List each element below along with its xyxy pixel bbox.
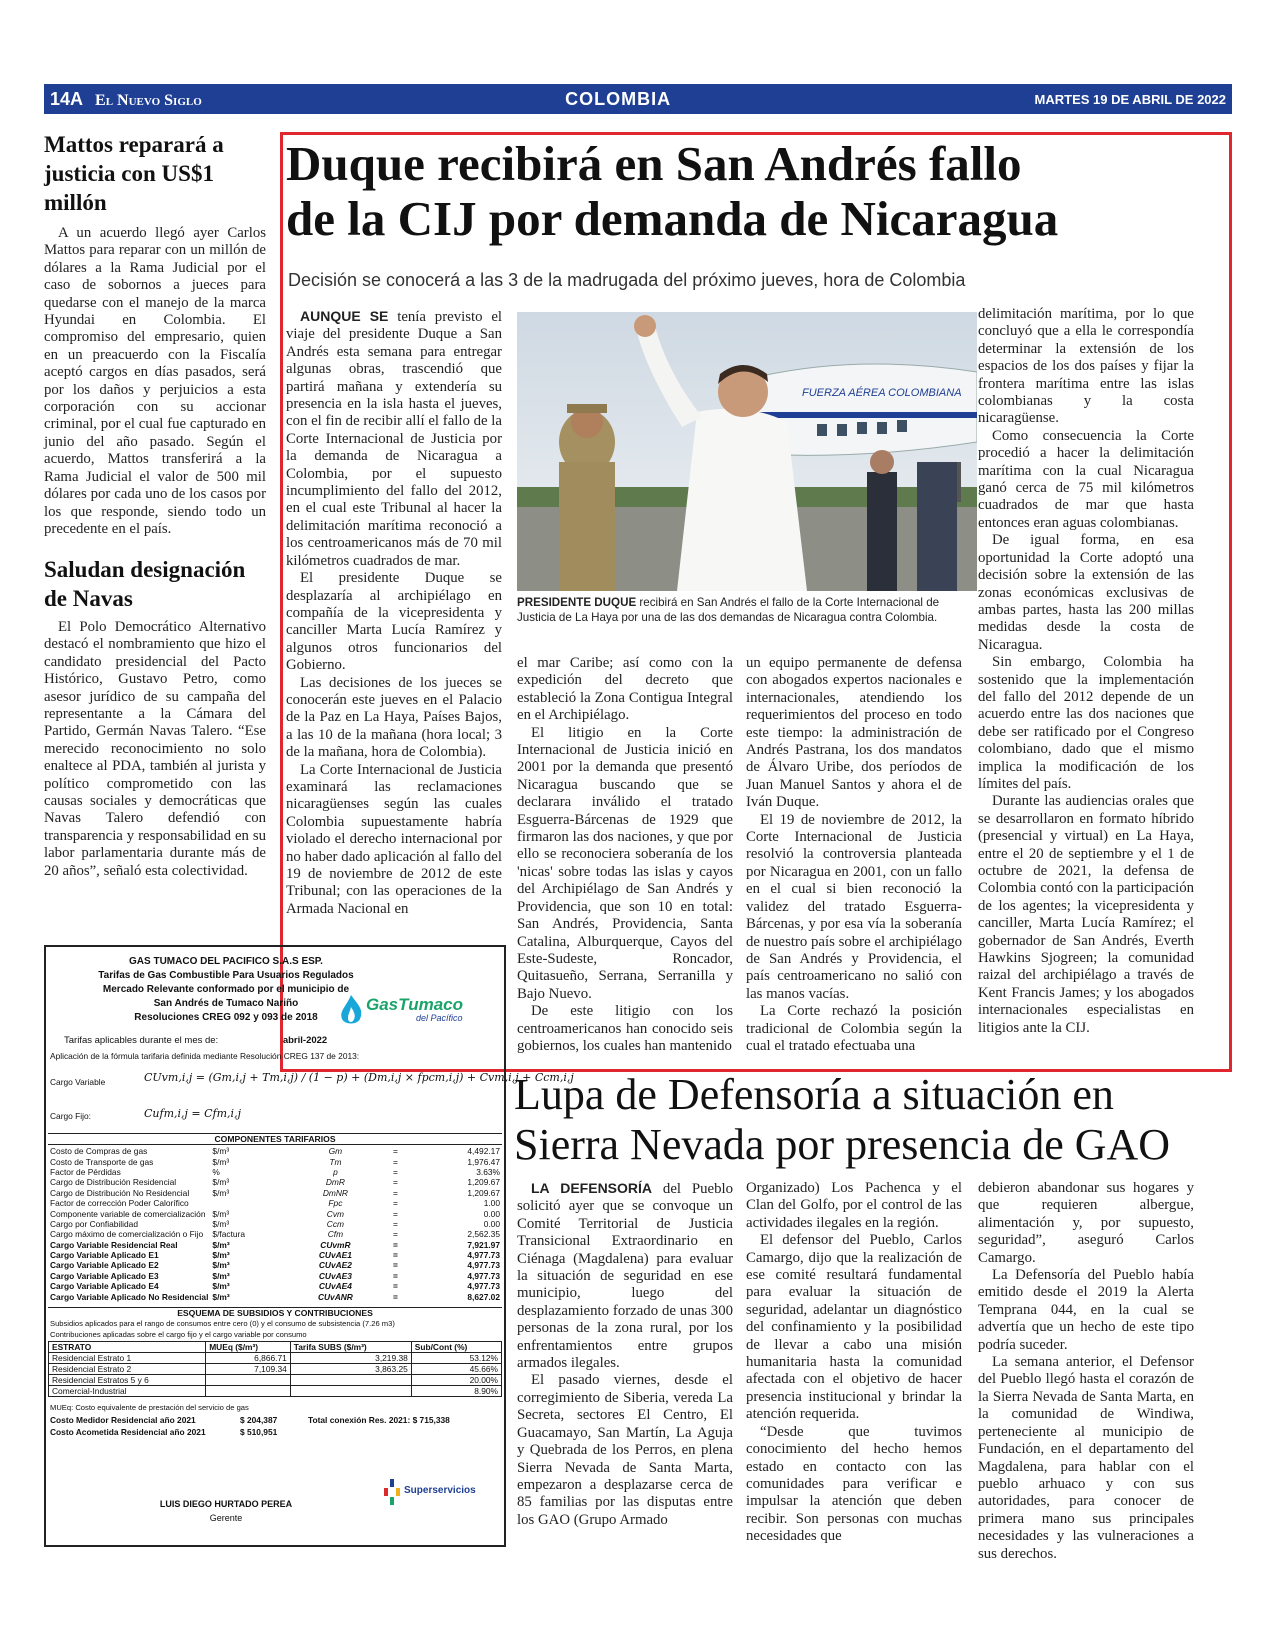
lupa-col1: LA DEFENSORÍA del Pueblo solicitó ayer que se convoque un Comité Territorial de Justicia Transicional Extraordinario en Ciénaga (Magdalena) para evaluar la situación de seguridad en ese municipio, luego del desplazamiento forzado de unas 300 personas de la zona rural, por los enfrentamientos entre grupos armados ilegales. El pasado viernes, desde el corregimiento de Siberia, vereda La Secreta, sectores El Centro, El Guacamayo, San Martín, La Aguja y Quebrada de los Perros, en plena Sierra Nevada de Santa Marta, empezaron a desplazarse cerca de 85 familias por las disputas entre los GAO (Grupo Armado	[517, 1180, 733, 1528]
component-unit	[210, 1198, 290, 1208]
superservicios-logo: Superservicios	[382, 1477, 502, 1517]
ad-period: Tarifas aplicables durante el mes de: abril-2022	[64, 1035, 328, 1046]
lupa-headline-line1: Lupa de Defensoría a situación en	[514, 1070, 1114, 1119]
component-name: Cargo Variable Aplicado E1	[50, 1250, 159, 1261]
component-row	[48, 1198, 502, 1208]
subsidies-table	[48, 1341, 502, 1397]
component-eq: =	[392, 1218, 398, 1229]
component-val: 7,921.97	[467, 1239, 500, 1250]
component-eq: =	[392, 1260, 398, 1271]
components-title: COMPONENTES TARIFARIOS	[48, 1133, 502, 1145]
signer-role: Gerente	[209, 1513, 243, 1523]
component-name: Cargo Variable Aplicado E2	[50, 1260, 159, 1271]
navas-body: El Polo Democrático Alternativo destacó el nombramiento que hizo el candidato presidencial del Pacto Histórico, Gustavo Petro, como asesor jurídico de su campaña del representante a la Cámara del Partido, Germán Navas Talero. “Ese merecido reconocimiento no solo enaltece al PDA, también al jurista y político comprometido con las causas sociales y democráticas que Navas Talero defendió con transparencia y responsabilidad en su labor parlamentaria durante más de 20 años”, señaló esta colectividad.	[44, 619, 266, 879]
issue-date: MARTES 19 DE ABRIL DE 2022	[1034, 91, 1226, 107]
subsidy-cell	[206, 1375, 291, 1386]
component-sym: Cvm	[326, 1208, 345, 1219]
mattos-body: A un acuerdo llegó ayer Carlos Mattos para reparar con un millón de dólares a la Rama Judicial por el caso de sobornos a jueces para quedarse con el manejo de la marca Hyundai en Colombia. El compromiso del empresario, quien en un preacuerdo con la Fiscalía aceptó cargos en días pasados, será por los daños y perjuicios a esta corporación con su accionar criminal, por el cual fue capturado en junio del año pasado. Según el acuerdo, Mattos transferirá a la Rama Judicial el valor de 500 mil dólares por cada uno de los casos por los que responde, siendo todo un precedente en el país.	[44, 225, 266, 537]
lupa-col2: Organizado) Los Pachenca y el Clan del Golfo, por el control de las actividades ilegales en la región. El defensor del Pueblo, Carlos Camargo, dijo que la realización de ese comité resultará fundamental para evaluar la situación de seguridad, adelantar un diagnóstico del confinamiento y la posibilidad de llevar a cabo una misión humanitaria hasta la comunidad afectada con el objetivo de hacer presencia institucional y brindar la atención requerida. “Desde que tuvimos conocimiento del hecho hemos estado en contacto con las comunidades para verificar e impulsar la atención que deben recibir. Son personas con muchas necesidades que	[746, 1180, 962, 1545]
component-sym: CUvAE2	[318, 1260, 352, 1271]
subsidy-cell: 3,863.25	[290, 1364, 411, 1375]
subsidy-cell: 45.66%	[411, 1364, 501, 1375]
component-eq: =	[392, 1229, 398, 1240]
subsidy-cell: Residencial Estratos 5 y 6	[49, 1375, 206, 1386]
component-val: 1,209.67	[467, 1187, 500, 1198]
cargo-fijo-formula: Cufm,i,j = Cfm,i,j	[144, 1107, 241, 1120]
component-name: Costo de Compras de gas	[50, 1146, 148, 1157]
component-name: Componente variable de comercialización	[50, 1208, 206, 1219]
component-unit: $/m³	[212, 1156, 230, 1167]
component-eq: =	[392, 1187, 398, 1198]
component-val: 2,562.35	[467, 1229, 500, 1240]
lupa-headline-line2: Sierra Nevada por presencia de GAO	[514, 1120, 1171, 1169]
component-val: 4,492.17	[467, 1146, 500, 1157]
component-unit: $/m³	[212, 1291, 230, 1302]
subsidy-cell	[206, 1386, 291, 1397]
component-sym: CUvAE4	[318, 1281, 352, 1292]
component-sym: Cfm	[327, 1229, 344, 1240]
component-eq: =	[392, 1239, 398, 1250]
component-val: 4,977.73	[467, 1281, 500, 1292]
component-name: Cargo de Distribución No Residencial	[50, 1187, 190, 1198]
masthead-bar	[44, 84, 1232, 114]
component-sym: Fpc	[328, 1198, 343, 1209]
component-row	[48, 1260, 502, 1270]
superservicios-icon	[382, 1477, 402, 1511]
component-sym: Ccm	[326, 1218, 345, 1229]
component-eq: =	[392, 1281, 398, 1292]
component-row	[48, 1291, 502, 1301]
cargo-variable-label: Cargo Variable	[50, 1077, 106, 1087]
component-val: 4,977.73	[467, 1260, 500, 1271]
component-eq: =	[392, 1156, 398, 1167]
component-val: 1,209.67	[467, 1177, 500, 1188]
component-sym: CUvANR	[317, 1291, 353, 1302]
component-unit: $/m³	[212, 1281, 230, 1292]
component-name: Cargo Variable Aplicado No Residencial	[50, 1291, 209, 1302]
subsidy-header: ESTRATO	[49, 1342, 206, 1353]
component-name: Cargo de Distribución Residencial	[50, 1177, 177, 1188]
component-name: Cargo por Confiabilidad	[50, 1218, 138, 1229]
subsidy-header: Tarifa SUBS ($/m³)	[290, 1342, 411, 1353]
component-row	[48, 1281, 502, 1291]
component-val: 0.00	[483, 1208, 500, 1219]
flame-icon	[336, 993, 366, 1027]
contributions-note: Contribuciones aplicadas sobre el cargo fijo y el cargo variable por consumo	[50, 1330, 307, 1339]
total-conexion: Total conexión Res. 2021: $ 715,338	[308, 1415, 450, 1425]
component-eq: =	[392, 1177, 398, 1188]
acometida-row: Costo Acometida Residencial año 2021 $ 510,951	[50, 1427, 278, 1437]
subsidy-header: Sub/Cont (%)	[411, 1342, 501, 1353]
component-name: Factor de Pérdidas	[50, 1166, 121, 1177]
component-val: 1,976.47	[467, 1156, 500, 1167]
component-val: 0.00	[483, 1218, 500, 1229]
subsidy-cell: 3,219.38	[290, 1353, 411, 1364]
subsidy-row	[49, 1364, 502, 1375]
subsidy-row	[49, 1375, 502, 1386]
mattos-headline: Mattos reparará a justicia con US$1 millón	[44, 132, 224, 215]
component-name: Cargo Variable Aplicado E3	[50, 1270, 159, 1281]
duque-deck: Decisión se conocerá a las 3 de la madrugada del próximo jueves, hora de Colombia	[288, 270, 966, 290]
mattos-article	[44, 130, 266, 538]
component-row	[48, 1156, 502, 1166]
component-row	[48, 1208, 502, 1218]
lupa-lead: LA DEFENSORÍA	[531, 1180, 653, 1196]
component-name: Cargo Variable Aplicado E4	[50, 1281, 159, 1292]
subsidies-note: Subsidios aplicados para el rango de consumos entre cero (0) y el consumo de subsistencia (7.26 m3)	[50, 1319, 395, 1328]
component-name: Costo de Transporte de gas	[50, 1156, 154, 1167]
component-row	[48, 1250, 502, 1260]
subsidy-header: MUEq ($/m³)	[206, 1342, 291, 1353]
gas-tumaco-logo: GasTumaco del Pacífico	[336, 993, 496, 1029]
component-row	[48, 1177, 502, 1187]
duque-col3: un equipo permanente de defensa con abogados expertos nacionales e internacionales, atendiendo los requerimientos del proceso en todo este tiempo: la administración de Andrés Pastrana, los dos mandatos de Álvaro Uribe, dos períodos de Juan Manuel Santos y ahora el de Iván Duque. El 19 de noviembre de 2012, la Corte Internacional de Justicia resolvió la controversia planteada por Nicaragua en 2001, con un fallo en el cual si bien reconoció la validez del tratado Esguerra-Bárcenas, y por esa vía la soberanía de nuestro país sobre el archipiélago de San Andrés y Providencia, el país centroamericano no salió con las manos vacías. La Corte rechazó la posición tradicional de Colombia según la cual el tratado efectuaba una	[746, 655, 962, 1054]
component-unit: %	[212, 1166, 220, 1177]
newspaper-brand: El Nuevo Siglo	[95, 91, 202, 109]
page-number: 14A	[50, 88, 84, 109]
subsidy-cell	[290, 1375, 411, 1386]
subsidy-cell: 7,109.34	[206, 1364, 291, 1375]
mueq-note: MUEq: Costo equivalente de prestación del servicio de gas	[50, 1403, 249, 1412]
components-table	[48, 1146, 502, 1302]
component-unit: $/m³	[212, 1260, 230, 1271]
subsidy-cell: Comercial-Industrial	[49, 1386, 206, 1397]
component-sym: DmNR	[322, 1187, 348, 1198]
duque-photo	[517, 312, 977, 591]
duque-photo-caption: PRESIDENTE DUQUE recibirá en San Andrés el fallo de la Corte Internacional de Justicia de La Haya por una de las dos demandas de Nicaragua contra Colombia.	[517, 596, 940, 624]
component-sym: DmR	[325, 1177, 345, 1188]
duque-lead: AUNQUE SE	[300, 308, 389, 324]
component-eq: =	[392, 1291, 398, 1302]
component-val: 8,627.02	[467, 1291, 500, 1302]
component-sym: p	[333, 1166, 338, 1177]
component-row	[48, 1167, 502, 1177]
duque-col4: delimitación marítima, por lo que concluyó que a ella le correspondía determinar la extensión de los espacios de los dos países y fijar la frontera marítima entre las islas colombianas y la costa nicaragüense. Como consecuencia la Corte procedió a hacer la delimitación marítima con la cual Nicaragua ganó cerca de 75 mil kilómetros cuadrados de mar que hasta entonces eran aguas colombianas. De igual forma, en esa oportunidad la Corte adoptó una decisión sobre la extensión de las zonas económicas exclusivas de ambas partes, hasta las 200 millas medidas desde la costa de Nicaragua. Sin embargo, Colombia ha sostenido que la implementación del fallo del 2012 depende de un acuerdo entre las dos naciones que debe ser ratificado por el Congreso colombiano, dado que el mismo implica la modificación de los límites del país. Durante las audiencias orales que se desarrollaron en formato híbrido (presencial y virtual) en La Haya, entre el 20 de septiembre y el 1 de octubre de 2021, la defensa de Colombia contó con la participación de los agentes; la vicepresidenta y canciller, Marta Lucía Ramírez; el gobernador de San Andrés, Everth Hawkins Sjogreen; la comunidad raizal del archipiélago a través de Kent Francis James; y los abogados internacionales especialistas en litigios ante la CIJ.	[978, 306, 1194, 1036]
subsidy-row	[49, 1386, 502, 1397]
component-sym: CUvmR	[320, 1239, 351, 1250]
component-eq: =	[392, 1208, 398, 1219]
section-title: COLOMBIA	[565, 88, 672, 109]
component-row	[48, 1240, 502, 1250]
subsidy-cell	[290, 1386, 411, 1397]
gas-tumaco-ad	[44, 945, 574, 1547]
component-row	[48, 1188, 502, 1198]
subsidy-cell: 6,866.71	[206, 1353, 291, 1364]
component-sym: CUvAE1	[318, 1250, 352, 1261]
component-eq: =	[392, 1250, 398, 1261]
component-unit: $/m³	[212, 1270, 230, 1281]
navas-article	[44, 555, 266, 880]
duque-col1: AUNQUE SE tenía previsto el viaje del presidente Duque a San Andrés esta semana para entregar algunas obras, trascendió que partirá mañana y extendería su presencia en la isla hasta el jueves, con el fin de recibir allí el fallo de la Corte Internacional de Justicia por la demanda de Nicaragua a Colombia, por el supuesto incumplimiento del fallo del 2012, en el cual este Tribunal al hacer la delimitación marítima reconoció a los centroamericanos más de 70 mil kilómetros cuadrados de mar. El presidente Duque se desplazaría al archipiélago en compañía de la vicepresidenta y canciller Marta Lucía Ramírez y algunos otros funcionarios del Gobierno. Las decisiones de los jueces se conocerán este jueves en el Palacio de la Paz en La Haya, Países Bajos, a las 10 de la mañana (hora local; 3 de la mañana, hora de Colombia). La Corte Internacional de Justicia examinará las reclamaciones nicaragüenses según las cuales Colombia supuestamente habría violado el derecho internacional por no haber dado aplicación al fallo del 19 de noviembre de 2012 de este Tribunal; con las operaciones de la Armada Nacional en	[286, 308, 502, 917]
component-unit: $/m³	[212, 1146, 230, 1157]
component-unit: $/m³	[212, 1187, 230, 1198]
component-name: Factor de corrección Poder Calorífico	[50, 1198, 189, 1209]
component-row	[48, 1146, 502, 1156]
subsidy-cell: Residencial Estrato 1	[49, 1353, 206, 1364]
component-eq: =	[392, 1166, 398, 1177]
component-unit: $/m³	[212, 1208, 230, 1219]
duque-headline-line2: de la CIJ por demanda de Nicaragua	[286, 191, 1059, 246]
duque-headline-line1: Duque recibirá en San Andrés fallo	[286, 136, 1022, 191]
component-eq: =	[392, 1270, 398, 1281]
component-unit: $/m³	[212, 1239, 230, 1250]
lupa-col3: debieron abandonar sus hogares y que requieren albergue, alimentación y, por supuesto, seguridad”, aseguró Carlos Camargo. La Defensoría del Pueblo había emitido desde el 2019 la Alerta Temprana 044, en la cual se advertía que un hecho de este tipo podría suceder. La semana anterior, el Defensor del Pueblo llegó hasta el corazón de la Sierra Nevada de Santa Marta, en la comunidad de Windiwa, perteneciente al municipio de Fundación, en el departamento del Magdalena, para hablar con el pueblo arhuaco y con sus autoridades, para conocer de primera mano sus principales necesidades y las vulneraciones a sus derechos.	[978, 1180, 1194, 1562]
component-row	[48, 1219, 502, 1229]
cargo-fijo-label: Cargo Fijo:	[50, 1111, 91, 1121]
component-unit: $/factura	[212, 1229, 245, 1240]
component-unit: $/m³	[212, 1250, 230, 1261]
component-name: Cargo Variable Residencial Real	[50, 1239, 178, 1250]
subsidy-cell: 20.00%	[411, 1375, 501, 1386]
subsidy-row	[49, 1353, 502, 1364]
component-sym: CUvAE3	[318, 1270, 352, 1281]
component-val: 4,977.73	[467, 1270, 500, 1281]
component-sym: Tm	[329, 1156, 342, 1167]
component-eq: =	[392, 1146, 398, 1157]
subsidy-cell: 8.90%	[411, 1386, 501, 1397]
component-val: 1.00	[483, 1198, 500, 1209]
ad-formula-note: Aplicación de la fórmula tarifaria definida mediante Resolución CREG 137 de 2013:	[50, 1051, 360, 1061]
duque-headline	[286, 136, 1226, 246]
component-eq: =	[392, 1198, 398, 1209]
component-row	[48, 1229, 502, 1239]
signer-name: LUIS DIEGO HURTADO PEREA	[159, 1499, 293, 1509]
component-val: 3.63%	[476, 1166, 500, 1177]
caption-lead: PRESIDENTE DUQUE	[517, 596, 637, 609]
navas-headline: Saludan designación de Navas	[44, 557, 246, 611]
subsidies-title: ESQUEMA DE SUBSIDIOS Y CONTRIBUCIONES	[48, 1307, 502, 1318]
ad-header: GAS TUMACO DEL PACIFICO S.A.S ESP. Tarifas de Gas Combustible Para Usuarios Regulados Mercado Relevante conformado por el municipio de San Andrés de Tumaco Nariño Resoluciones CREG 092 y 093 de 2018	[98, 956, 354, 1023]
component-sym: Gm	[328, 1146, 343, 1157]
component-val: 4,977.73	[467, 1250, 500, 1261]
cargo-variable-formula: CUvm,i,j = (Gm,i,j + Tm,i,j) / (1 − p) + (Dm,i,j × fpcm,i,j) + Cvm,i,j + Ccm,i,j	[144, 1071, 574, 1084]
component-row	[48, 1271, 502, 1281]
subsidy-cell: Residencial Estrato 2	[49, 1364, 206, 1375]
component-unit: $/m³	[212, 1218, 230, 1229]
plane-lettering: FUERZA AÉREA COLOMBIANA	[802, 387, 962, 399]
duque-col2: el mar Caribe; así como con la expedición del decreto que estableció la Zona Contigua Integral en el Archipiélago. El litigio en la Corte Internacional de Justicia inició en 2001 por la demanda que presentó Nicaragua buscando que se declarara inválido el tratado Esguerra-Bárcenas de 1929 que firmaron las dos naciones, y que por ello se reconociera soberanía de los 'nicas' sobre todas las islas y cayos del Archipiélago de San Andrés y Providencia, que son 10 en total: San Andrés, Providencia, Santa Catalina, Alburquerque, Cayos del Este-Sudeste, Roncador, Quitasueño, Serrana, Serranilla y Bajo Nuevo. De este litigio con los centroamericanos han conocido seis gobiernos, los cuales han mantenido	[517, 655, 733, 1054]
subsidy-cell: 53.12%	[411, 1353, 501, 1364]
medidor-row: Costo Medidor Residencial año 2021 $ 204,387	[50, 1415, 278, 1425]
component-unit: $/m³	[212, 1177, 230, 1188]
component-name: Cargo máximo de comercialización o Fijo	[50, 1229, 204, 1240]
lupa-headline	[514, 1070, 1230, 1170]
